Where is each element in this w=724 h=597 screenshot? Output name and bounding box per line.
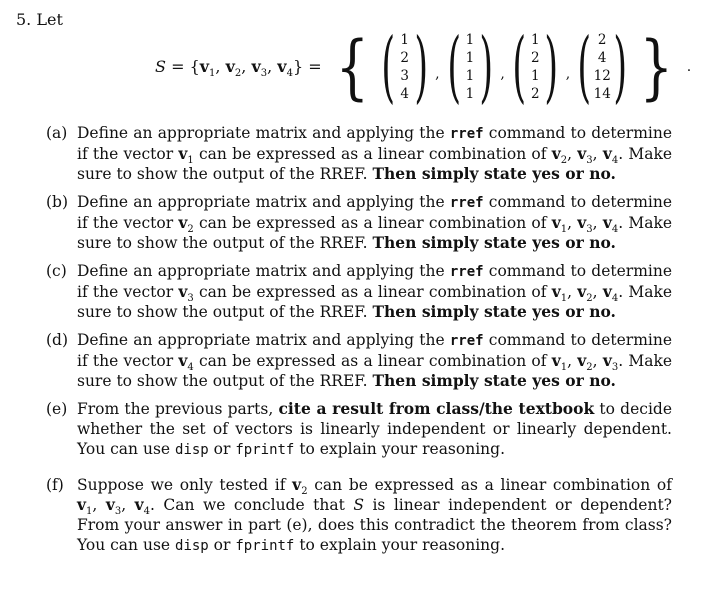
part-text: Suppose we only tested if: [77, 476, 286, 494]
right-brace: }: [639, 26, 674, 108]
problem-intro: Let: [36, 10, 63, 29]
part-b: (b) Define an appropriate matrix and applying the rref command to determine if the vector $v_2$ can be expressed as a linear combination of $v_1$, $v_3$, $v_4$. Make sure to show the output of the RREF. Then simply state yes or no.: [46, 193, 673, 252]
vector-index: 2: [586, 362, 593, 374]
vector-index: 1: [560, 362, 568, 374]
part-text: or: [213, 440, 231, 458]
vector-index: 3: [586, 155, 593, 167]
vector-index: 1: [560, 224, 568, 236]
part-text: is linear independent or dependent? From your answer in part (e), does this contradict the theorem from class? You can use: [77, 496, 672, 554]
vector-index: 3: [586, 224, 593, 236]
part-text: or: [213, 536, 231, 554]
vector-entry: 14: [593, 86, 611, 102]
set-definition: $S = \{v_1$, $v_2$, $v_3$, $v_4$} = { ( 1 2 3 4 ) , ( 1 1 1 1 ) , ( 1 2 1 2 ) , ( 2 4 12 14 ) } .: [155, 22, 692, 112]
part-text: command to determine if the vector: [77, 124, 673, 163]
part-text: Define an appropriate matrix and applying the: [77, 124, 445, 142]
part-e: [46, 399, 672, 460]
part-text: command to determine if the vector: [77, 262, 673, 301]
part-text: Define an appropriate matrix and applying the: [77, 193, 445, 211]
part-label: (e): [46, 400, 68, 418]
part-a: (a) Define an appropriate matrix and applying the rref command to determine if the vector $v_1$ can be expressed as a linear combination of $v_2$, $v_3$, $v_4$. Make sure to show the output of the RREF. Then simply state yes or no.: [46, 124, 673, 183]
vector-index: 4: [611, 155, 619, 167]
vector-index: 1: [86, 506, 93, 518]
vector-entry: 1: [465, 50, 475, 66]
part-text: to explain your reasoning.: [299, 440, 505, 458]
vector-index: 2: [187, 224, 194, 236]
vector-index: 3: [187, 293, 194, 305]
problem-number: 5.: [16, 10, 32, 29]
vector-index: 3: [611, 362, 619, 374]
part-text: From the previous parts,: [77, 400, 274, 418]
part-emphasis: Then simply state yes or no.: [372, 302, 616, 321]
vector-entry: 1: [465, 32, 475, 48]
part-text: Define an appropriate matrix and applying the: [77, 331, 445, 349]
vector-v2: ( 1 1 1 1 ): [446, 22, 494, 112]
vector-entry: 1: [400, 32, 409, 48]
vector-entry: 1: [530, 68, 540, 84]
left-brace: {: [335, 26, 369, 108]
part-text: can be expressed as a linear combination of: [198, 145, 547, 163]
vector-entry: 2: [530, 50, 540, 66]
vector-v1: ( 1 2 3 4 ): [381, 22, 428, 112]
vector-index: 4: [187, 362, 194, 374]
vector-entry: 12: [593, 68, 611, 84]
part-label: (b): [46, 193, 69, 211]
disp-command: disp: [175, 442, 209, 458]
part-text: can be expressed as a linear combination of: [314, 476, 672, 494]
set-name: S: [353, 496, 364, 514]
set-lhs: $S = \{v_1$, $v_2$, $v_3$, $v_4$} =: [155, 57, 322, 80]
fprintf-command: fprintf: [235, 538, 295, 554]
part-text: can be expressed as a linear combination of: [198, 214, 547, 232]
part-text: . Make sure to show the output of the RREF.: [77, 145, 673, 183]
vector-index: 2: [301, 486, 308, 498]
part-label: (f): [46, 476, 64, 494]
part-text: can be expressed as a linear combination of: [198, 283, 547, 301]
rref-command: rref: [449, 195, 484, 211]
part-emphasis: Then simply state yes or no.: [372, 164, 616, 183]
vector-entry: 4: [400, 86, 409, 102]
part-text: command to determine if the vector: [77, 331, 673, 370]
part-text: . Make sure to show the output of the RREF.: [77, 214, 673, 252]
vector-index: 4: [611, 224, 619, 236]
vector-entry: 2: [400, 50, 409, 66]
part-text: command to determine if the vector: [77, 193, 673, 232]
part-d: (d) Define an appropriate matrix and applying the rref command to determine if the vector $v_4$ can be expressed as a linear combination of $v_1$, $v_2$, $v_3$. Make sure to show the output of the RREF. Then simply state yes or no.: [46, 331, 673, 390]
vector-v3: ( 1 2 1 2 ): [512, 22, 559, 112]
vector-index: 4: [143, 506, 151, 518]
vector-index: 1: [187, 155, 194, 167]
part-text: Define an appropriate matrix and applying the: [77, 262, 445, 280]
part-label: (c): [46, 262, 67, 280]
rref-command: rref: [449, 264, 484, 280]
disp-command: disp: [175, 538, 209, 554]
vector-index: 2: [560, 155, 568, 167]
vector-index: 1: [560, 293, 568, 305]
part-text: . Can we conclude that: [150, 496, 345, 514]
vector-entry: 2: [530, 86, 540, 102]
vector-v4: ( 2 4 12 14 ): [577, 22, 627, 112]
part-text: to decide whether the set of vectors is linearly independent or linearly dependent. You can use: [77, 400, 672, 458]
part-c: (c) Define an appropriate matrix and applying the rref command to determine if the vector $v_3$ can be expressed as a linear combination of $v_1$, $v_2$, $v_4$. Make sure to show the output of the RREF. Then simply state yes or no.: [46, 262, 673, 321]
part-emphasis: Then simply state yes or no.: [372, 233, 616, 252]
part-emphasis: cite a result from class/the textbook: [278, 399, 595, 418]
rref-command: rref: [449, 333, 484, 349]
part-text: . Make sure to show the output of the RREF.: [77, 352, 673, 390]
problem-heading: [16, 10, 63, 30]
vector-entry: 2: [597, 32, 607, 48]
rref-command: rref: [449, 126, 484, 142]
vector-entry: 1: [465, 86, 475, 102]
vector-index: 4: [611, 293, 619, 305]
part-text: can be expressed as a linear combination of: [198, 352, 547, 370]
vector-index: 3: [114, 506, 122, 518]
vector-index: 2: [586, 293, 593, 305]
part-emphasis: Then simply state yes or no.: [372, 371, 616, 390]
part-f: (f) Suppose we only tested if $v_2$ can be expressed as a linear combination of $v_1$, $v_3$, $v_4$. Can we conclude that S is linear independent or dependent? From your answer in part (e), does this contradict the theorem from class? You can use disp or fprintf to explain your reasoning.: [46, 475, 672, 554]
vector-entry: 3: [400, 68, 409, 84]
part-text: . Make sure to show the output of the RREF.: [77, 283, 673, 321]
fprintf-command: fprintf: [235, 442, 295, 458]
set-name: S: [155, 57, 166, 76]
part-label: (a): [46, 124, 68, 142]
vector-entry: 4: [597, 50, 607, 66]
part-label: (d): [46, 331, 69, 349]
vector-entry: 1: [530, 32, 540, 48]
part-text: to explain your reasoning.: [299, 536, 505, 554]
vector-entry: 1: [465, 68, 475, 84]
